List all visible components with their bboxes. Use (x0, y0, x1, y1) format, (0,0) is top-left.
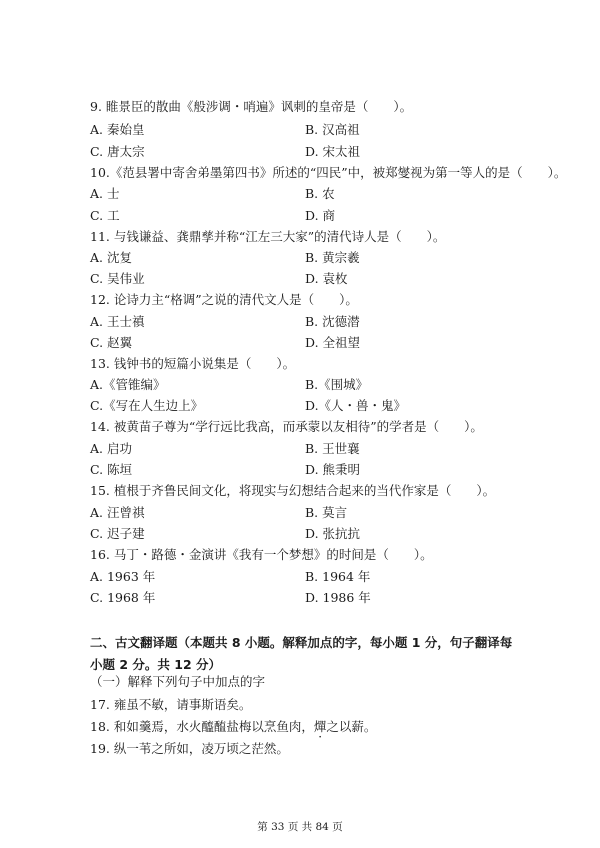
question-12-option-b: B. 沈德潜 (305, 314, 360, 329)
question-15-option-c: C. 迟子建 (90, 526, 145, 541)
question-14-option-c: C. 陈垣 (90, 462, 133, 477)
page-number-footer: 第 33 页 共 84 页 (257, 821, 343, 833)
question-10-stem: 10.《范县署中寄舍弟墨第四书》所述的“四民”中，被郑燮视为第一等人的是（ ）。 (90, 165, 567, 180)
question-15-option-a: A. 汪曾祺 (90, 505, 145, 520)
section-subheading: （一）解释下列句子中加点的字 (90, 674, 266, 689)
question-14-option-d: D. 熊秉明 (305, 462, 361, 477)
question-11-option-d: D. 袁枚 (305, 271, 348, 286)
question-16-option-b: B. 1964 年 (305, 569, 371, 584)
question-17-text: 17. 雍虽不敏，请事斯语矣。 (90, 697, 252, 712)
question-13-option-a: A.《管锥编》 (90, 377, 166, 392)
question-13-option-c: C.《写在人生边上》 (90, 398, 204, 413)
question-11-option-a: A. 沈复 (90, 250, 132, 265)
question-10-option-a: A. 士 (90, 186, 120, 201)
question-12-option-d: D. 全祖望 (305, 335, 361, 350)
question-16-stem: 16. 马丁・路德・金演讲《我有一个梦想》的时间是（ ）。 (90, 547, 433, 562)
question-12-option-c: C. 赵翼 (90, 335, 133, 350)
question-12-option-a: A. 王士禛 (90, 314, 145, 329)
question-13-option-d: D.《人・兽・鬼》 (305, 398, 407, 413)
section-heading: 二、古文翻译题（本题共 8 小题。解释加点的字，每小题 1 分，句子翻译每小题 2 分。共 12 分） (90, 635, 513, 672)
question-9-option-d: D. 宋太祖 (305, 144, 361, 159)
question-18-text: 18. 和如羹焉，水火醯醢盐梅以烹鱼肉， (90, 719, 314, 734)
question-10-option-b: B. 农 (305, 186, 335, 201)
question-15-stem: 15. 植根于齐鲁民间文化，将现实与幻想结合起来的当代作家是（ ）。 (90, 483, 496, 498)
question-12-stem: 12. 论诗力主“格调”之说的清代文人是（ ）。 (90, 292, 358, 307)
question-14-option-a: A. 启功 (90, 441, 132, 456)
question-13-stem: 13. 钱钟书的短篇小说集是（ ）。 (90, 356, 296, 371)
question-13-option-b: B.《围城》 (305, 377, 369, 392)
question-14-stem: 14. 被黄苗子尊为“学行远比我高，而承蒙以友相待”的学者是（ ）。 (90, 419, 483, 434)
question-19 (90, 741, 289, 757)
dotted-character: 燀 (313, 719, 327, 734)
question-16-option-d: D. 1986 年 (305, 590, 371, 605)
question-9-stem: 9. 睢景臣的散曲《般涉调・哨遍》讽刺的皇帝是（ ）。 (90, 99, 413, 114)
question-11-option-b: B. 黄宗羲 (305, 250, 360, 265)
question-10-option-c: C. 工 (90, 208, 120, 223)
question-11-stem: 11. 与钱谦益、龚鼎孳并称“江左三大家”的清代诗人是（ ）。 (90, 229, 446, 244)
question-9-option-c: C. 唐太宗 (90, 144, 145, 159)
question-18 (90, 719, 376, 735)
question-15-option-b: B. 莫言 (305, 505, 348, 520)
question-16-option-a: A. 1963 年 (90, 569, 156, 584)
question-9-option-b: B. 汉高祖 (305, 122, 360, 137)
question-19-text: 19. 纵一苇之所如，凌万顷之茫然。 (90, 741, 289, 756)
question-14-option-b: B. 王世襄 (305, 441, 360, 456)
question-9-option-a: A. 秦始皇 (90, 122, 145, 137)
question-15-option-d: D. 张抗抗 (305, 526, 361, 541)
question-16-option-c: C. 1968 年 (90, 590, 156, 605)
question-11-option-c: C. 吴伟业 (90, 271, 145, 286)
question-10-option-d: D. 商 (305, 208, 336, 223)
question-18-text-rest: 之以薪。 (326, 719, 377, 734)
question-17 (90, 697, 251, 713)
